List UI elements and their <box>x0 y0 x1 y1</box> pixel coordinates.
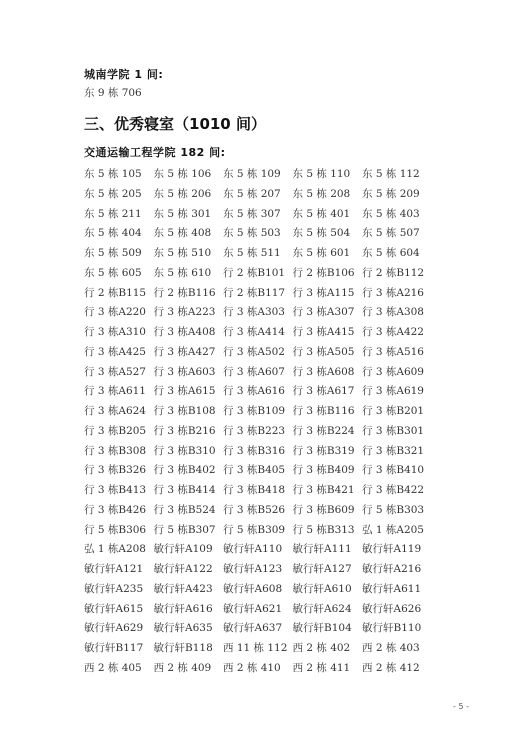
dorm-entry: 东 5 栋 507 <box>362 227 420 240</box>
dorm-entry: 行 2 栋B101 <box>223 266 286 279</box>
dorm-entry: 行 2 栋B116 <box>153 286 216 299</box>
dorm-entry: 行 3 栋A414 <box>223 326 285 338</box>
dorm-row <box>84 379 432 399</box>
dorm-entry: 敏行轩A423 <box>153 582 213 595</box>
dorm-entry: 东 5 栋 109 <box>223 168 281 180</box>
dorm-row <box>84 360 432 380</box>
dorm-entry: 西 11 栋 112 <box>223 642 288 654</box>
dorm-row <box>84 419 432 439</box>
dorm-row <box>84 320 432 340</box>
college-heading-chengnan: 城南学院 1 间: <box>84 68 164 81</box>
dorm-entry: 敏行轩B118 <box>153 642 213 654</box>
dorm-entry: 行 3 栋B422 <box>362 484 425 496</box>
dorm-entry: 东 5 栋 207 <box>223 187 281 200</box>
dorm-row <box>84 498 432 518</box>
dorm-row <box>84 399 432 419</box>
dorm-entry: 行 3 栋A609 <box>362 365 424 378</box>
dorm-row <box>84 241 432 261</box>
dorm-entry: 行 2 栋B115 <box>84 286 147 299</box>
dorm-entry: 弘 1 栋A205 <box>362 523 424 536</box>
dorm-entry: 行 3 栋B409 <box>292 464 355 477</box>
dorm-entry: 行 2 栋B106 <box>292 266 355 279</box>
dorm-entry: 行 3 栋B418 <box>223 484 286 496</box>
dorm-entry: 行 3 栋B326 <box>84 464 147 477</box>
dorm-entry: 行 3 栋A216 <box>362 286 424 299</box>
dorm-entry: 行 3 栋A624 <box>84 405 146 417</box>
dorm-entry: 东 5 栋 307 <box>223 207 281 220</box>
dorm-row <box>84 261 432 281</box>
dorm-entry: 行 3 栋B201 <box>362 405 425 417</box>
dorm-row <box>84 636 432 656</box>
dorm-row <box>84 656 432 676</box>
dorm-entry: 东 5 栋 605 <box>84 266 142 279</box>
dorm-entry: 行 3 栋B609 <box>292 503 355 516</box>
dorm-entry: 东 5 栋 106 <box>153 168 212 180</box>
dorm-entry: 东 5 栋 211 <box>84 207 142 220</box>
dorm-entry: 行 3 栋A425 <box>84 345 146 358</box>
dorm-entry: 行 3 栋B308 <box>84 444 147 457</box>
dorm-entry: 东 5 栋 504 <box>292 227 351 240</box>
dorm-entry: 东 5 栋 208 <box>292 187 351 200</box>
dorm-entry: 行 3 栋A220 <box>84 306 146 319</box>
dorm-entry: 敏行轩A109 <box>153 543 213 556</box>
dorm-entry: 行 3 栋B410 <box>362 464 425 477</box>
dorm-entry: 行 3 栋B316 <box>223 444 286 457</box>
dorm-entry: 西 2 栋 411 <box>292 661 351 674</box>
dorm-entry: 行 3 栋A223 <box>153 306 216 319</box>
dorm-entry: 敏行轩A111 <box>292 543 352 556</box>
dorm-row <box>84 162 432 182</box>
dorm-entry: 敏行轩A119 <box>362 543 422 556</box>
dorm-entry: 行 3 栋A415 <box>292 326 355 338</box>
section-title: 三、优秀寝室（1010 间） <box>84 115 266 133</box>
dorm-entry: 行 3 栋B405 <box>223 464 286 477</box>
dorm-entry: 行 3 栋A527 <box>84 365 146 378</box>
dorm-row <box>84 300 432 320</box>
dorm-entry: 敏行轩A611 <box>362 582 422 595</box>
dorm-entry: 西 2 栋 410 <box>223 661 281 674</box>
dorm-entry: 行 3 栋A427 <box>153 345 216 358</box>
dorm-entry: 行 3 栋A310 <box>84 326 146 338</box>
dorm-entry: 敏行轩A626 <box>362 602 422 615</box>
dorm-entry: 敏行轩A629 <box>84 622 144 635</box>
dorm-entry: 东 5 栋 206 <box>153 187 212 200</box>
dorm-entry: 敏行轩A621 <box>223 602 283 615</box>
dorm-entry: 行 3 栋A303 <box>223 306 285 319</box>
dorm-entry: 西 2 栋 402 <box>292 642 351 654</box>
dorm-entry: 行 3 栋A603 <box>153 365 216 378</box>
dorm-entry: 行 5 栋B307 <box>153 523 216 536</box>
dorm-entry: 行 3 栋A611 <box>84 385 146 398</box>
dorm-entry: 东 5 栋 205 <box>84 187 142 200</box>
dorm-row <box>84 478 432 498</box>
dorm-entry: 弘 1 栋A208 <box>84 543 146 556</box>
dorm-row <box>84 439 432 459</box>
dorm-entry: 行 5 栋B313 <box>292 523 355 536</box>
dorm-row <box>84 616 432 636</box>
dorm-entry: 西 2 栋 412 <box>362 661 420 674</box>
dorm-entry: 行 3 栋A615 <box>153 385 216 398</box>
dorm-entry: 东 5 栋 511 <box>223 247 281 259</box>
dorm-entry: 东 5 栋 503 <box>223 227 281 240</box>
dorm-entry: 敏行轩A635 <box>153 622 213 635</box>
college-heading-transport: 交通运输工程学院 182 间: <box>84 146 226 159</box>
dorm-entry: 行 3 栋A308 <box>362 306 424 319</box>
dorm-entry: 敏行轩A122 <box>153 563 213 575</box>
dorm-entry: 东 5 栋 110 <box>292 168 351 180</box>
dorm-entry: 行 3 栋A115 <box>292 286 355 299</box>
dorm-entry: 行 3 栋B205 <box>84 424 147 437</box>
dorm-entry: 行 3 栋A608 <box>292 365 355 378</box>
dorm-entry: 行 3 栋B224 <box>292 424 355 437</box>
dorm-entry: 东 9 栋 706 <box>84 87 142 99</box>
dorm-entry: 行 5 栋B303 <box>362 503 425 516</box>
dorm-entry: 行 3 栋B421 <box>292 484 355 496</box>
dorm-entry: 行 3 栋A408 <box>153 326 216 338</box>
dorm-entry: 行 3 栋A505 <box>292 345 355 358</box>
dorm-entry: 行 3 栋A617 <box>292 385 355 398</box>
dorm-entry: 东 5 栋 509 <box>84 247 142 259</box>
dorm-entry: 行 3 栋A502 <box>223 345 285 358</box>
dorm-entry: 行 3 栋B223 <box>223 424 286 437</box>
dorm-entry: 敏行轩A127 <box>292 563 352 575</box>
dorm-row <box>84 557 432 577</box>
dorm-entry: 行 3 栋B310 <box>153 444 216 457</box>
dorm-entry: 敏行轩B117 <box>84 642 144 654</box>
dorm-entry: 行 3 栋A516 <box>362 345 424 358</box>
dorm-entry: 敏行轩A123 <box>223 563 283 575</box>
dorm-entry: 敏行轩A608 <box>223 582 283 595</box>
dorm-entry: 行 3 栋B301 <box>362 424 425 437</box>
dorm-row <box>84 340 432 360</box>
dorm-entry: 东 5 栋 408 <box>153 227 212 240</box>
dorm-row <box>84 537 432 557</box>
dorm-entry: 行 3 栋B526 <box>223 503 286 516</box>
dorm-entry: 行 3 栋A619 <box>362 385 424 398</box>
dorm-entry: 敏行轩A110 <box>223 543 283 556</box>
dorm-entry: 行 3 栋A616 <box>223 385 285 398</box>
dorm-entry: 行 3 栋B116 <box>292 405 355 417</box>
dorm-entry: 行 3 栋B426 <box>84 503 147 516</box>
dorm-entry: 敏行轩A610 <box>292 582 352 595</box>
page-number: - 5 - <box>453 702 469 711</box>
dorm-entry: 西 2 栋 403 <box>362 642 420 654</box>
dorm-entry: 敏行轩A624 <box>292 602 352 615</box>
dorm-entry: 东 5 栋 610 <box>153 266 212 279</box>
dorm-entry: 敏行轩A615 <box>84 602 144 615</box>
dorm-row <box>84 281 432 301</box>
dorm-entry: 西 2 栋 409 <box>153 661 212 674</box>
dorm-entry: 东 5 栋 403 <box>362 207 420 220</box>
dorm-entry: 敏行轩B110 <box>362 622 422 635</box>
dorm-row <box>84 518 432 538</box>
dorm-entry: 敏行轩A216 <box>362 563 422 575</box>
dorm-entry: 东 5 栋 601 <box>292 247 351 259</box>
dorm-row <box>84 182 432 202</box>
dorm-entry: 行 5 栋B306 <box>84 523 147 536</box>
dorm-entry: 行 3 栋B524 <box>153 503 216 516</box>
dorm-row <box>84 597 432 617</box>
dorm-entry: 行 3 栋A422 <box>362 326 424 338</box>
dorm-entry: 东 5 栋 401 <box>292 207 351 220</box>
dorm-entry: 行 3 栋B413 <box>84 484 147 496</box>
dorm-entry: 东 5 栋 112 <box>362 168 420 180</box>
dorm-entry: 西 2 栋 405 <box>84 661 142 674</box>
dorm-entry: 行 2 栋B117 <box>223 286 286 299</box>
dorm-grid <box>84 162 432 676</box>
dorm-entry: 行 3 栋A307 <box>292 306 355 319</box>
dorm-entry: 敏行轩A235 <box>84 582 144 595</box>
dorm-entry: 敏行轩A637 <box>223 622 283 635</box>
dorm-entry: 行 3 栋A607 <box>223 365 285 378</box>
dorm-entry: 东 5 栋 604 <box>362 247 420 259</box>
dorm-entry: 行 3 栋B414 <box>153 484 216 496</box>
dorm-entry: 行 3 栋B108 <box>153 405 216 417</box>
dorm-entry: 行 3 栋B109 <box>223 405 286 417</box>
dorm-entry: 东 5 栋 105 <box>84 168 142 180</box>
dorm-entry: 行 3 栋B319 <box>292 444 355 457</box>
dorm-row <box>84 202 432 222</box>
dorm-entry: 行 3 栋B321 <box>362 444 425 457</box>
dorm-entry: 行 3 栋B402 <box>153 464 216 477</box>
dorm-entry: 东 5 栋 301 <box>153 207 212 220</box>
dorm-entry: 东 5 栋 510 <box>153 247 212 259</box>
dorm-entry: 敏行轩A616 <box>153 602 213 615</box>
dorm-entry: 东 5 栋 404 <box>84 227 142 240</box>
dorm-entry: 东 5 栋 209 <box>362 187 420 200</box>
dorm-entry: 行 5 栋B309 <box>223 523 286 536</box>
dorm-entry: 敏行轩A121 <box>84 563 144 575</box>
dorm-row <box>84 221 432 241</box>
dorm-entry: 敏行轩B104 <box>292 622 352 635</box>
dorm-row <box>84 577 432 597</box>
dorm-row <box>84 458 432 478</box>
dorm-entry: 行 3 栋B216 <box>153 424 216 437</box>
dorm-entry: 行 2 栋B112 <box>362 266 425 279</box>
